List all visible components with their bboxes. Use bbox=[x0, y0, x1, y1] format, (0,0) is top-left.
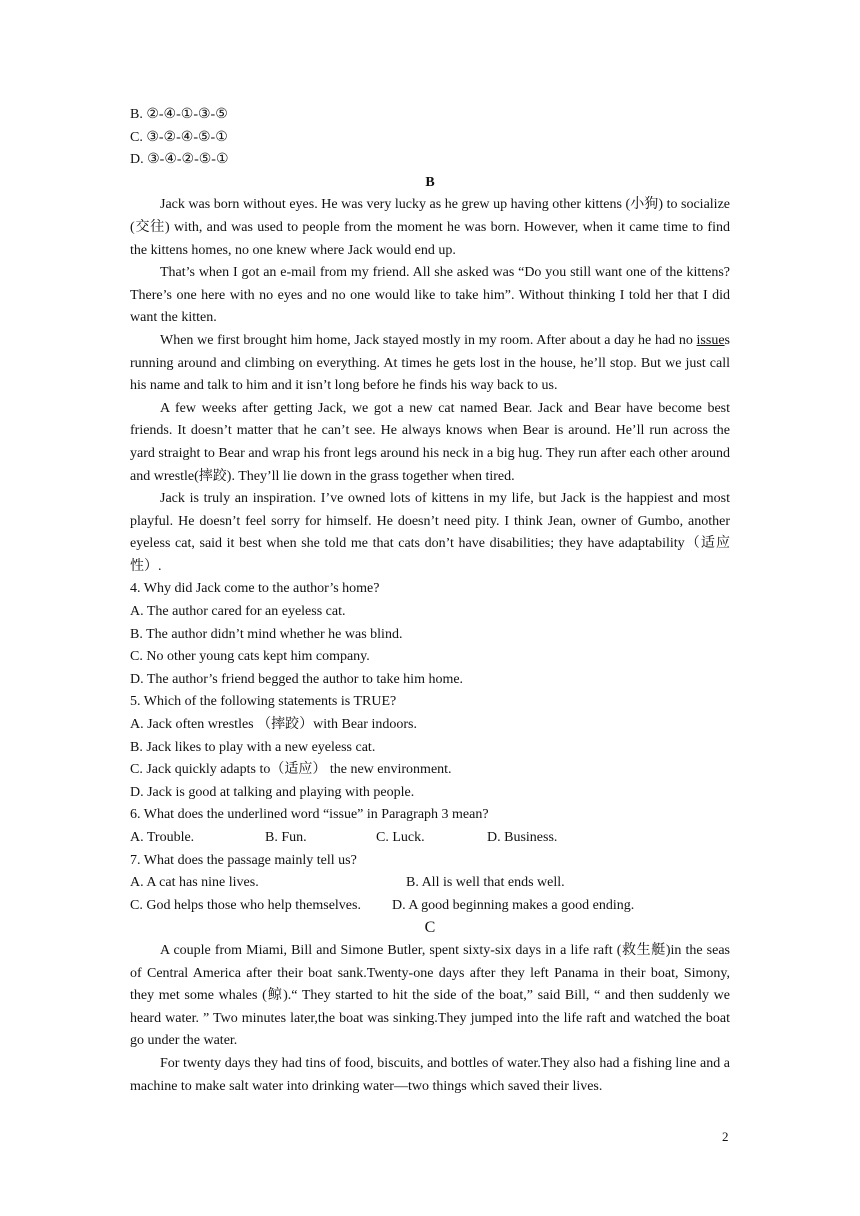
question-5-option-d: D. Jack is good at talking and playing with people. bbox=[130, 784, 415, 800]
section-b-heading: B bbox=[425, 174, 435, 190]
question-6-option-a: A. Trouble. bbox=[130, 830, 195, 845]
section-c-paragraph-2: For twenty days they had tins of food, biscuits, and bottles of water.They also had a fishing line and a machine to make salt water into drinking water—two things which saved their lives. bbox=[130, 1055, 730, 1094]
paragraph-3-text-after: s running around and climbing on everything. At times he gets lost in the house, he’ll stop. But we just call his name and talk to him and it isn’t long before he finds his way back to us. bbox=[130, 332, 730, 394]
underlined-word-issue: issue bbox=[696, 332, 725, 348]
question-5-option-b: B. Jack likes to play with a new eyeless cat. bbox=[130, 739, 376, 755]
question-7-option-c: C. God helps those who help themselves. bbox=[130, 897, 361, 913]
question-6-option-c: C. Luck. bbox=[376, 830, 425, 845]
question-6-option-b: B. Fun. bbox=[265, 830, 307, 845]
question-5-stem: 5. Which of the following statements is TRUE? bbox=[130, 694, 397, 710]
section-c-heading: C bbox=[424, 919, 436, 937]
document-page bbox=[130, 104, 730, 1098]
option-c-prev: C. ③-②-④-⑤-① bbox=[130, 129, 228, 145]
section-b-paragraph-4: A few weeks after getting Jack, we got a new cat named Bear. Jack and Bear have become best friends. It doesn’t matter that he can’t see. He always knows when Bear is around. He’ll run across the yard straight to Bear and wrap his front legs around his neck in a big hug. They run after each other around and wrestle(摔跤). They’ll lie down in the grass together when tired. bbox=[130, 400, 730, 484]
question-7-options-row-2 bbox=[130, 895, 730, 918]
page-number: 2 bbox=[722, 1129, 729, 1144]
option-b-prev: B. ②-④-①-③-⑤ bbox=[130, 107, 228, 122]
question-5-option-c: C. Jack quickly adapts to（适应） the new environment. bbox=[130, 762, 452, 778]
question-6-options bbox=[130, 827, 730, 850]
question-6-option-d: D. Business. bbox=[487, 830, 558, 845]
question-4-option-b: B. The author didn’t mind whether he was blind. bbox=[130, 626, 403, 642]
question-4-option-c: C. No other young cats kept him company. bbox=[130, 649, 370, 665]
section-b-paragraph-3 bbox=[130, 330, 730, 398]
question-4-option-a: A. The author cared for an eyeless cat. bbox=[130, 604, 346, 620]
paragraph-3-text-before: When we first brought him home, Jack stayed mostly in my room. After about a day he had no bbox=[160, 332, 697, 348]
question-5-option-a: A. Jack often wrestles （摔跤）with Bear indoors. bbox=[130, 717, 417, 733]
question-7-stem: 7. What does the passage mainly tell us? bbox=[130, 852, 357, 868]
question-7-options-row-1 bbox=[130, 872, 730, 895]
section-b-paragraph-2: That’s when I got an e-mail from my friend. All she asked was “Do you still want one of the kittens? There’s one here with no eyes and no one would like to take him”. Without thinking I told her that I did want the kitten. bbox=[130, 265, 730, 326]
option-d-prev: D. ③-④-②-⑤-① bbox=[130, 152, 229, 168]
question-7-option-d: D. A good beginning makes a good ending. bbox=[392, 897, 635, 913]
question-4-stem: 4. Why did Jack come to the author’s home? bbox=[130, 581, 380, 597]
question-6-stem: 6. What does the underlined word “issue” in Paragraph 3 mean? bbox=[130, 807, 489, 823]
section-c-paragraph-1: A couple from Miami, Bill and Simone Butler, spent sixty-six days in a life raft (救生艇)in the seas of Central America after their boat sank.Twenty-one days after they left Panama in their boat, Simony, they met some whales (鲸).“ They started to hit the side of the boat,” said Bill, “ and then suddenly we heard water. ” Two minutes later,the boat was sinking.They jumped into the life raft and watched the boat go under the water. bbox=[130, 942, 730, 1049]
section-b-paragraph-5: Jack is truly an inspiration. I’ve owned lots of kittens in my life, but Jack is the happiest and most playful. He doesn’t feel sorry for himself. He doesn’t need pity. I think Jean, owner of Gumbo, another eyeless cat, said it best when she told me that cats don’t have disabilities; they have adaptability（适应性）. bbox=[130, 491, 730, 574]
question-7-option-a: A. A cat has nine lives. bbox=[130, 875, 259, 891]
question-7-option-b: B. All is well that ends well. bbox=[406, 875, 565, 891]
question-4-option-d: D. The author’s friend begged the author to take him home. bbox=[130, 671, 464, 687]
section-b-paragraph-1: Jack was born without eyes. He was very lucky as he grew up having other kittens (小狗) to socialize (交往) with, and was used to people from the moment he was born. However, when it came time to find the kittens homes, no one knew where Jack would end up. bbox=[130, 197, 730, 258]
